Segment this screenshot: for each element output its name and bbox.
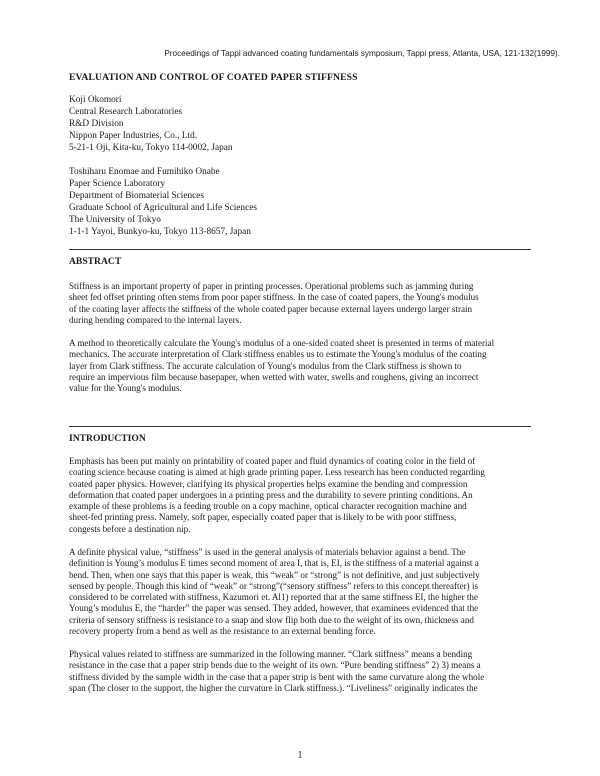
text-line: during bending compared to the internal layers.: [69, 314, 242, 325]
text-line: value for the Young's modulus.: [69, 383, 182, 394]
text-line: coating science because coating is aimed at high grade printing paper. Less research has been conducted regarding: [69, 467, 485, 478]
text-line: criteria of sensory stiffness is resistance to a snap and slow flip both due to the weight of its own, thickness and: [69, 614, 474, 625]
author-block-1: [69, 94, 233, 154]
introduction-paragraph-2: [69, 547, 531, 637]
abstract-paragraph-2: [69, 338, 531, 394]
text-line: recovery property from a bend as well as the resistance to an external bending force.: [69, 626, 376, 637]
text-line: A method to theoretically calculate the Young's modulus of a one-sided coated sheet is presented in terms of material: [69, 338, 495, 348]
text-line: resistance in the case that a paper strip bends due to the weight of its own. “Pure bending stiffness” 2) 3) means a: [69, 660, 481, 671]
introduction-heading: INTRODUCTION: [69, 433, 146, 444]
text-line: sheet-fed printing press. Namely, soft paper, especially coated paper that is likely to be with poor stiffness,: [69, 512, 457, 523]
text-line: stiffness divided by the sample width in the case that a paper strip is bent with the same curvature along the whole: [69, 671, 485, 682]
text-line: definition is Young’s modulus E times second moment of area I, that is, EI, is the stiffness of a material against a: [69, 558, 479, 569]
page-number: 1: [297, 750, 303, 761]
text-line: coated paper physics. However, clarifying its physical properties helps examine the bending and compression: [69, 478, 468, 489]
paper-title: EVALUATION AND CONTROL OF COATED PAPER STIFFNESS: [69, 72, 358, 83]
text-line: congests before a destination nip.: [69, 523, 191, 534]
text-line: require an impervious film because basepaper, when wetted with water, swells and roughens, giving an incorrect: [69, 371, 479, 382]
introduction-paragraph-3: [69, 649, 531, 694]
text-line: Emphasis has been put mainly on printability of coated paper and fluid dynamics of coating color in the field of: [69, 456, 476, 466]
affiliation-line: Nippon Paper Industries, Co., Ltd.: [69, 131, 198, 141]
affiliation-line: Central Research Laboratories: [69, 107, 183, 117]
text-line: deformation that coated paper undergoes in a printing press and the durability to severe printing conditions. An: [69, 489, 473, 500]
text-line: span (The closer to the support, the higher the curvature in Clark stiffness.). “Liveliness” originally indicates the: [69, 682, 478, 693]
text-line: sensed by people. Though this kind of “weak” or “strong”(“sensory stiffness” refers to this concept thereafter) is: [69, 580, 479, 591]
address-line: 1-1-1 Yayoi, Bunkyo-ku, Tokyo 113-8657, Japan: [69, 227, 251, 237]
address-line: 5-21-1 Oji, Kita-ku, Tokyo 114-0002, Japan: [69, 143, 233, 153]
text-line: A definite physical value, “stiffness” is used in the general analysis of materials behavior against a bend. The: [69, 547, 466, 557]
affiliation-line: Department of Biomaterial Sciences: [69, 191, 205, 201]
abstract-heading: ABSTRACT: [69, 256, 122, 267]
proceedings-note: Proceedings of Tappi advanced coating fundamentals symposium, Tappi press, Atlanta, USA, 121-132(1999).: [164, 49, 560, 58]
introduction-paragraph-1: [69, 456, 531, 535]
text-line: sheet fed offset printing often stems from poor paper stiffness. In the case of coated papers, the Young's modulus: [69, 292, 479, 303]
text-line: mechanics. The accurate interpretation of Clark stiffness enables us to estimate the Young's modulus of the coating: [69, 349, 487, 360]
text-line: Physical values related to stiffness are summarized in the following manner. “Clark stiffness” means a bending: [69, 649, 473, 659]
affiliation-line: The University of Tokyo: [69, 215, 161, 225]
affiliation-line: R&D Division: [69, 119, 124, 129]
affiliation-line: Paper Science Laboratory: [69, 179, 166, 189]
text-line: Young’s modulus E, the “harder” the paper was sensed. They added, however, that examinees evidenced that the: [69, 603, 479, 614]
text-line: example of these problems is a feeding trouble on a copy machine, optical character recognition machine and: [69, 501, 467, 512]
text-line: considered to be correlated with stiffness, Kazumori et. Al1) reported that at the same stiffness EI, the higher the: [69, 592, 479, 603]
author-name: Koji Okomori: [69, 95, 122, 105]
text-line: bend. Then, when one says that this paper is weak, this “weak” or “strong” is not definitive, and just subjectively: [69, 569, 480, 580]
author-block-2: [69, 166, 257, 238]
text-line: layer from Clark stiffness. The accurate calculation of Young's modulus from the Clark stiffness is shown to: [69, 360, 462, 371]
text-line: of the coating layer affects the stiffness of the whole coated paper because external layers undergo larger strain: [69, 303, 473, 314]
text-line: Stiffness is an important property of paper in printing processes. Operational problems such as jamming during: [69, 281, 474, 291]
author-name: Toshiharu Enomae and Fumihiko Onabe: [69, 167, 220, 177]
affiliation-line: Graduate School of Agricultural and Life Sciences: [69, 203, 257, 213]
abstract-paragraph-1: [69, 281, 531, 326]
section-divider: [69, 249, 531, 250]
section-divider: [69, 426, 531, 427]
